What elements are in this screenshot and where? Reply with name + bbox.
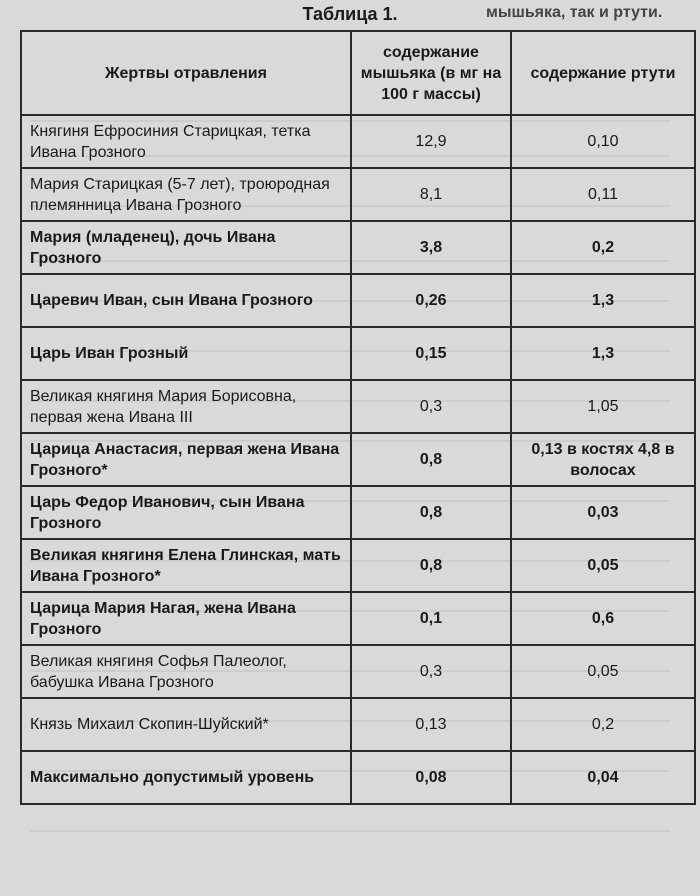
table-row xyxy=(21,168,695,221)
victim-name-cell: Царь Иван Грозный xyxy=(21,327,351,380)
victim-name-cell: Княгиня Ефросиния Старицкая, тетка Ивана Грозного xyxy=(21,115,351,168)
table-row xyxy=(21,698,695,751)
table-row xyxy=(21,592,695,645)
victim-name-cell: Царица Мария Нагая, жена Ивана Грозного xyxy=(21,592,351,645)
mercury-value-cell: 0,05 xyxy=(511,645,695,698)
mercury-value-cell: 0,10 xyxy=(511,115,695,168)
table-row xyxy=(21,115,695,168)
victim-name-cell: Великая княгиня Софья Палеолог, бабушка Ивана Грозного xyxy=(21,645,351,698)
victim-name-cell: Мария (младенец), дочь Ивана Грозного xyxy=(21,221,351,274)
table-row xyxy=(21,327,695,380)
table-caption: Таблица 1. xyxy=(302,4,398,24)
table-header-row xyxy=(21,31,695,115)
victim-name-cell: Князь Михаил Скопин-Шуйский* xyxy=(21,698,351,751)
arsenic-value-cell: 0,26 xyxy=(351,274,511,327)
mercury-value-cell: 1,3 xyxy=(511,274,695,327)
arsenic-value-cell: 0,8 xyxy=(351,433,511,486)
arsenic-value-cell: 12,9 xyxy=(351,115,511,168)
victim-name-cell: Великая княгиня Мария Борисовна, первая жена Ивана III xyxy=(21,380,351,433)
mercury-value-cell: 0,6 xyxy=(511,592,695,645)
arsenic-value-cell: 8,1 xyxy=(351,168,511,221)
mercury-value-cell: 0,2 xyxy=(511,221,695,274)
arsenic-value-cell: 0,1 xyxy=(351,592,511,645)
table-row xyxy=(21,221,695,274)
header-mercury: содержание ртути xyxy=(511,31,695,115)
table-row xyxy=(21,645,695,698)
victim-name-cell: Великая княгиня Елена Глинская, мать Ивана Грозного* xyxy=(21,539,351,592)
arsenic-value-cell: 0,08 xyxy=(351,751,511,804)
mercury-value-cell: 0,13 в костях 4,8 в волосах xyxy=(511,433,695,486)
table-row xyxy=(21,539,695,592)
table-row xyxy=(21,486,695,539)
arsenic-value-cell: 0,8 xyxy=(351,486,511,539)
mercury-value-cell: 0,03 xyxy=(511,486,695,539)
mercury-value-cell: 1,05 xyxy=(511,380,695,433)
victim-name-cell: Мария Старицкая (5-7 лет), троюродная племянница Ивана Грозного xyxy=(21,168,351,221)
victim-name-cell: Царевич Иван, сын Ивана Грозного xyxy=(21,274,351,327)
victim-name-cell: Царь Федор Иванович, сын Ивана Грозного xyxy=(21,486,351,539)
header-victims: Жертвы отравления xyxy=(21,31,351,115)
victim-name-cell: Максимально допустимый уровень xyxy=(21,751,351,804)
arsenic-value-cell: 0,13 xyxy=(351,698,511,751)
arsenic-value-cell: 0,15 xyxy=(351,327,511,380)
mercury-value-cell: 0,05 xyxy=(511,539,695,592)
table-row xyxy=(21,433,695,486)
arsenic-value-cell: 0,3 xyxy=(351,645,511,698)
victim-name-cell: Царица Анастасия, первая жена Ивана Грозного* xyxy=(21,433,351,486)
table-row xyxy=(21,274,695,327)
mercury-value-cell: 0,2 xyxy=(511,698,695,751)
mercury-value-cell: 0,11 xyxy=(511,168,695,221)
table-row xyxy=(21,380,695,433)
header-arsenic: содержание мышьяка (в мг на 100 г массы) xyxy=(351,31,511,115)
arsenic-value-cell: 0,3 xyxy=(351,380,511,433)
mercury-value-cell: 0,04 xyxy=(511,751,695,804)
table-row xyxy=(21,751,695,804)
poisoning-table xyxy=(20,30,696,805)
arsenic-value-cell: 3,8 xyxy=(351,221,511,274)
arsenic-value-cell: 0,8 xyxy=(351,539,511,592)
page-top-fragment: мышьяка, так и ртути. xyxy=(486,4,663,21)
mercury-value-cell: 1,3 xyxy=(511,327,695,380)
